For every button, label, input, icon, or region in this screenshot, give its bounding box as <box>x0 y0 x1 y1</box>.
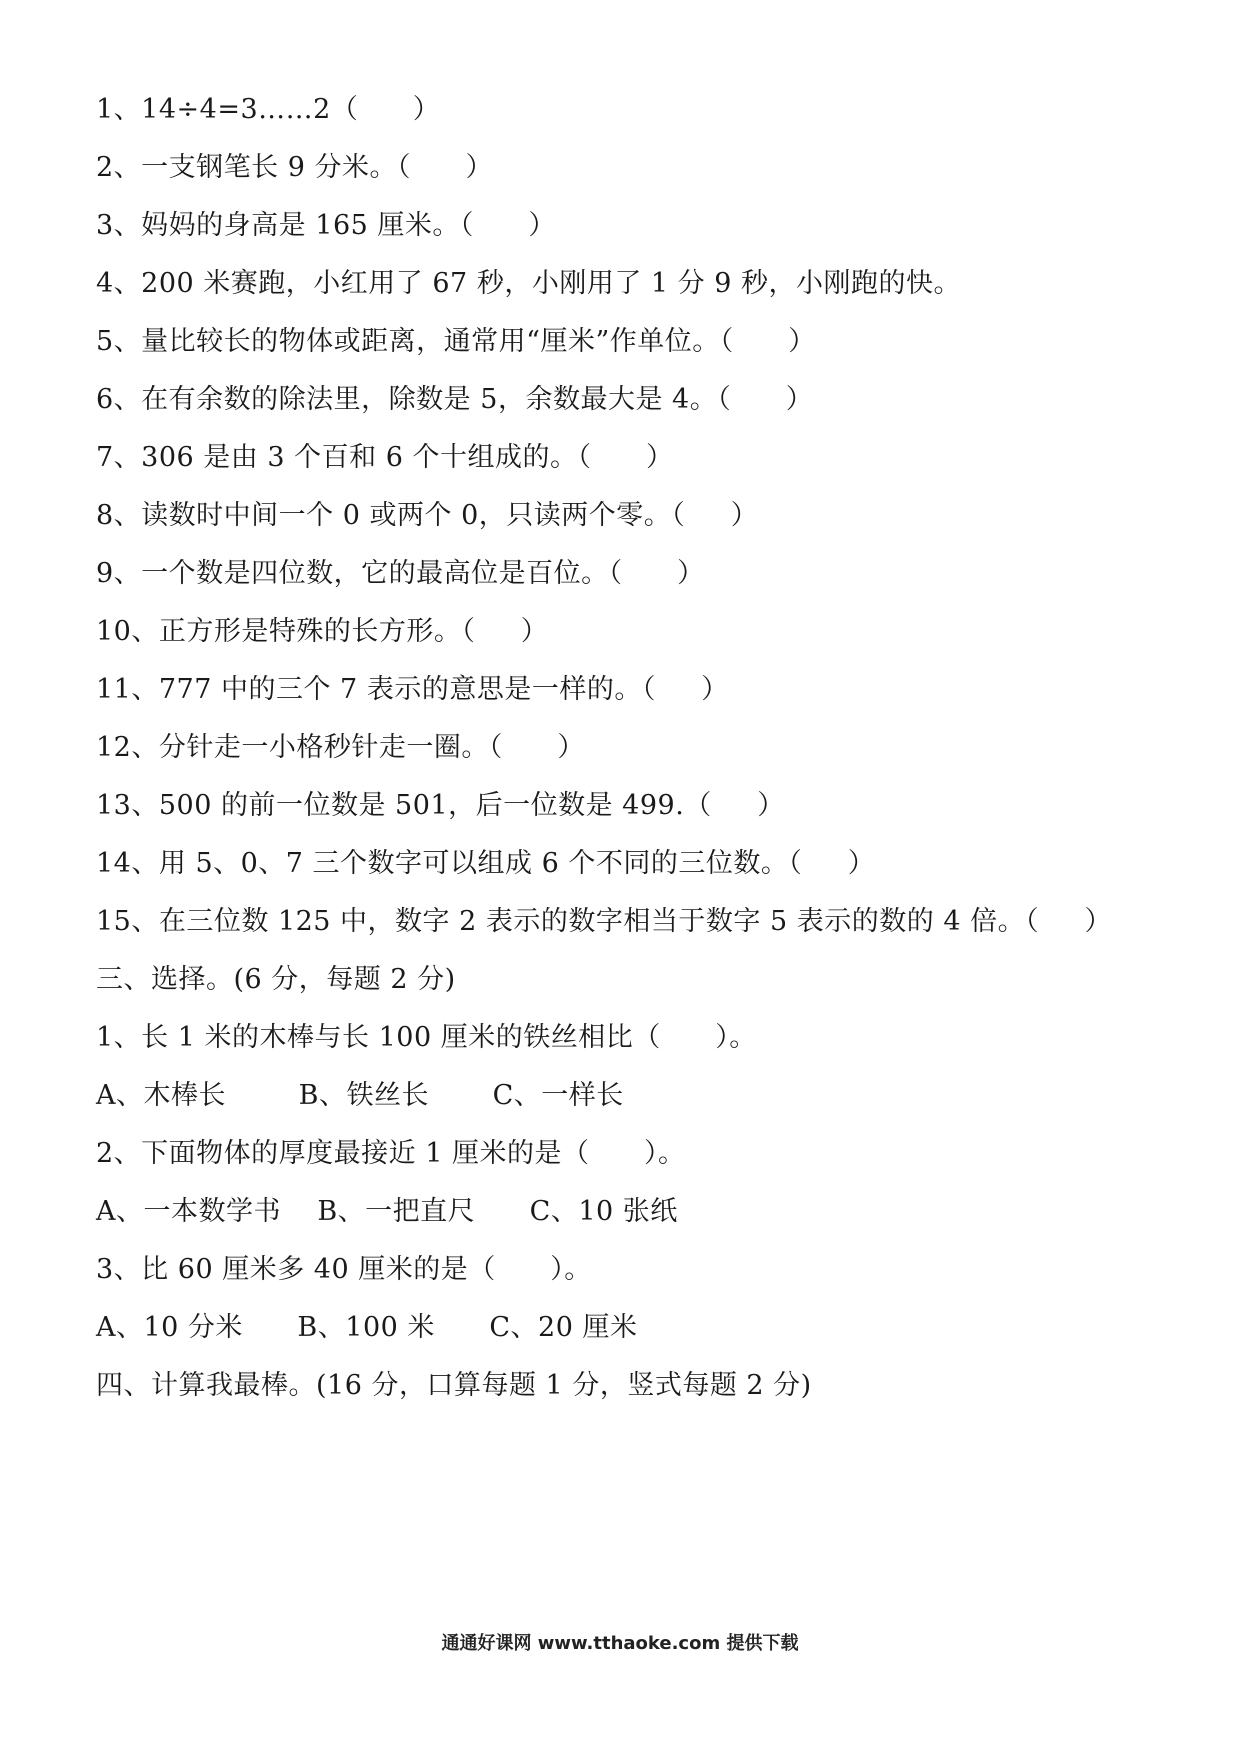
section-heading-calc: 四、计算我最棒。(16 分，口算每题 1 分，竖式每题 2 分) <box>96 1370 812 1401</box>
choice-options-1: A、木棒长 B、铁丝长 C、一样长 <box>96 1080 624 1111</box>
judgement-item-7: 7、306 是由 3 个百和 6 个十组成的。（ ） <box>96 442 674 473</box>
footer-credit: 通通好课网 www.tthaoke.com 提供下载 <box>441 1633 799 1654</box>
judgement-item-11: 11、777 中的三个 7 表示的意思是一样的。（ ） <box>96 674 729 705</box>
judgement-item-8: 8、读数时中间一个 0 或两个 0，只读两个零。（ ） <box>96 500 759 531</box>
judgement-item-15: 15、在三位数 125 中，数字 2 表示的数字相当于数字 5 表示的数的 4 倍。（ ） <box>96 906 1112 937</box>
choice-options-2: A、一本数学书 B、一把直尺 C、10 张纸 <box>96 1196 678 1227</box>
section-heading-choice: 三、选择。(6 分，每题 2 分) <box>96 964 456 995</box>
judgement-item-3: 3、妈妈的身高是 165 厘米。（ ） <box>96 210 556 241</box>
choice-question-3: 3、比 60 厘米多 40 厘米的是（ ）。 <box>96 1254 592 1285</box>
judgement-item-13: 13、500 的前一位数是 501，后一位数是 499.（ ） <box>96 790 785 821</box>
choice-question-2: 2、下面物体的厚度最接近 1 厘米的是（ ）。 <box>96 1138 686 1169</box>
judgement-item-9: 9、一个数是四位数，它的最高位是百位。（ ） <box>96 558 705 589</box>
judgement-item-2: 2、一支钢笔长 9 分米。（ ） <box>96 152 494 183</box>
judgement-item-1: 1、14÷4=3……2（ ） <box>96 94 441 125</box>
judgement-item-6: 6、在有余数的除法里，除数是 5，余数最大是 4。（ ） <box>96 384 814 415</box>
judgement-item-12: 12、分针走一小格秒针走一圈。（ ） <box>96 732 585 763</box>
choice-question-1: 1、长 1 米的木棒与长 100 厘米的铁丝相比（ ）。 <box>96 1022 757 1053</box>
judgement-item-14: 14、用 5、0、7 三个数字可以组成 6 个不同的三位数。（ ） <box>96 848 876 879</box>
judgement-item-4: 4、200 米赛跑，小红用了 67 秒，小刚用了 1 分 9 秒，小刚跑的快。 <box>96 268 962 299</box>
judgement-item-5: 5、量比较长的物体或距离，通常用“厘米”作单位。（ ） <box>96 326 816 357</box>
choice-options-3: A、10 分米 B、100 米 C、20 厘米 <box>96 1312 638 1343</box>
judgement-item-10: 10、正方形是特殊的长方形。（ ） <box>96 616 549 647</box>
